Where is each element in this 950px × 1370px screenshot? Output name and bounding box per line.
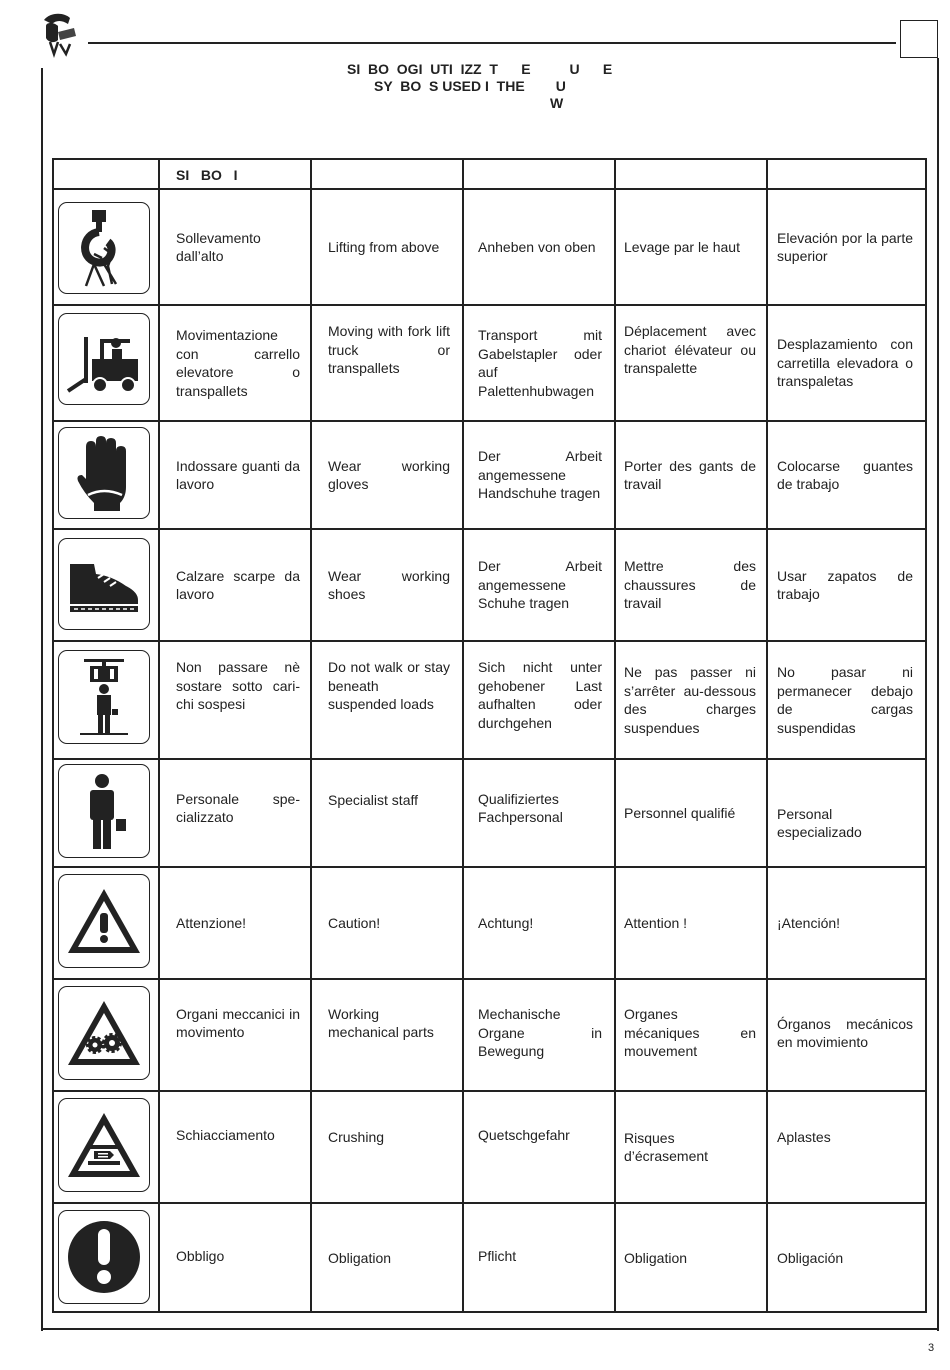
mandatory-obligation-icon — [64, 1217, 144, 1297]
warning-exclamation-icon — [64, 881, 144, 961]
table-row — [54, 188, 925, 304]
french-text: Porter des gants de travail — [624, 457, 756, 492]
spanish-text: Órganos mecánicos en movimiento — [777, 1015, 913, 1050]
english-text: Specialist staff — [328, 791, 419, 808]
table-row — [54, 420, 925, 528]
gloves-icon — [64, 433, 144, 513]
german-text: Der Arbeit angemessene Schuhe tragen — [478, 558, 602, 612]
german-text: Quetschgefahr — [478, 1126, 570, 1143]
spanish-text: Obligación — [777, 1249, 844, 1266]
table-row — [54, 758, 925, 866]
symbols-table — [52, 158, 927, 1313]
symbol-frame — [58, 1210, 150, 1304]
safety-shoe-icon — [64, 544, 144, 624]
german-text: Der Arbeit angemessene Handschuhe tragen — [478, 448, 602, 502]
symbol-frame — [58, 764, 150, 858]
italian-text: Sollevamento dall’alto — [176, 229, 261, 264]
italian-text: Indossare guanti da lavoro — [176, 457, 300, 492]
symbol-frame — [58, 1098, 150, 1192]
symbol-frame — [58, 538, 150, 630]
german-text: Sich nicht unter gehobener Last aufhalten oder durchgehen — [478, 659, 602, 731]
forklift-icon — [64, 319, 144, 399]
french-text: Personnel qualifié — [624, 804, 736, 821]
page-title — [200, 61, 760, 112]
french-text: Risques d’écrasement — [624, 1129, 709, 1164]
symbol-column-header: SI BO I — [176, 167, 238, 183]
symbol-frame — [58, 427, 150, 519]
corner-box — [900, 20, 938, 58]
title-line-1: SI BO OGI UTI IZZ T E U E — [347, 61, 613, 77]
table-row — [54, 1202, 925, 1311]
spanish-text: ¡Atención! — [777, 914, 841, 931]
german-text: Achtung! — [478, 914, 534, 931]
spanish-text: Usar zapatos de trabajo — [777, 567, 913, 602]
german-text: Pflicht — [478, 1247, 517, 1264]
left-frame-rule — [41, 68, 43, 1331]
german-text: Mechanische Organe in Bewegung — [478, 1006, 602, 1060]
italian-text: Calzare scarpe da lavoro — [176, 567, 300, 602]
symbol-frame — [58, 874, 150, 968]
bottom-frame-rule — [41, 1328, 939, 1330]
italian-text: Personale spe-cializzato — [176, 790, 300, 825]
page-number: 3 — [928, 1342, 935, 1354]
french-text: Attention ! — [624, 914, 688, 931]
italian-text: Movimentazione con carrello elevatore o transpallets — [176, 327, 300, 399]
italian-text: Attenzione! — [176, 914, 247, 931]
symbol-frame — [58, 313, 150, 405]
german-text: Qualifiziertes Fachpersonal — [478, 790, 563, 825]
symbol-frame — [58, 650, 150, 744]
german-text: Anheben von oben — [478, 238, 596, 255]
english-text: Wear working shoes — [328, 567, 450, 602]
crushing-hand-icon — [64, 1105, 144, 1185]
english-text: Moving with fork lift truck or transpallets — [328, 323, 450, 377]
english-text: Crushing — [328, 1128, 385, 1145]
french-text: Déplacement avec chariot élévateur ou transpalette — [624, 323, 756, 377]
table-row — [54, 978, 925, 1090]
french-text: Obligation — [624, 1249, 688, 1266]
table-header-row — [54, 160, 925, 190]
symbol-frame — [58, 202, 150, 294]
spanish-text: Desplazamiento con carretilla elevadora o transpaletas — [777, 336, 913, 390]
table-row — [54, 640, 925, 758]
english-text: Do not walk or stay beneath suspended loads — [328, 659, 450, 713]
english-text: Caution! — [328, 914, 381, 931]
moving-gears-icon — [64, 993, 144, 1073]
right-frame-rule — [937, 58, 939, 1331]
suspended-load-icon — [64, 657, 144, 737]
header-rule — [88, 42, 896, 44]
german-text: Transport mit Gabelstapler oder auf Palettenhubwagen — [478, 327, 602, 399]
table-row — [54, 866, 925, 978]
french-text: Levage par le haut — [624, 238, 740, 255]
french-text: Mettre des chaussures de travail — [624, 558, 756, 612]
crane-hook-icon — [64, 208, 144, 288]
french-text: Organes mécaniques en mouvement — [624, 1006, 756, 1060]
spanish-text: Elevación por la parte superior — [777, 229, 913, 264]
italian-text: Obbligo — [176, 1247, 225, 1264]
english-text: Obligation — [328, 1249, 392, 1266]
spanish-text: Colocarse guantes de trabajo — [777, 457, 913, 492]
french-text: Ne pas passer ni s’arrêter au-dessous des charges suspendues — [624, 664, 756, 736]
specialist-staff-icon — [64, 771, 144, 851]
spanish-text: Personal especializado — [777, 805, 862, 840]
italian-text: Schiacciamento — [176, 1126, 275, 1143]
italian-text: Non passare nè sostare sotto cari-chi sospesi — [176, 659, 300, 713]
table-row — [54, 304, 925, 420]
title-line-2: SY BO S USED I THE U — [374, 78, 566, 94]
english-text: Wear working gloves — [328, 457, 450, 492]
title-line-3: W — [550, 95, 564, 111]
table-row — [54, 1090, 925, 1202]
table-row — [54, 528, 925, 640]
spanish-text: No pasar ni permanecer debajo de cargas suspendidas — [777, 664, 913, 736]
symbol-frame — [58, 986, 150, 1080]
english-text: Working mechanical parts — [328, 1005, 434, 1040]
italian-text: Organi meccanici in movimento — [176, 1005, 300, 1040]
english-text: Lifting from above — [328, 238, 440, 255]
company-logo-icon — [40, 10, 80, 58]
spanish-text: Aplastes — [777, 1128, 831, 1145]
